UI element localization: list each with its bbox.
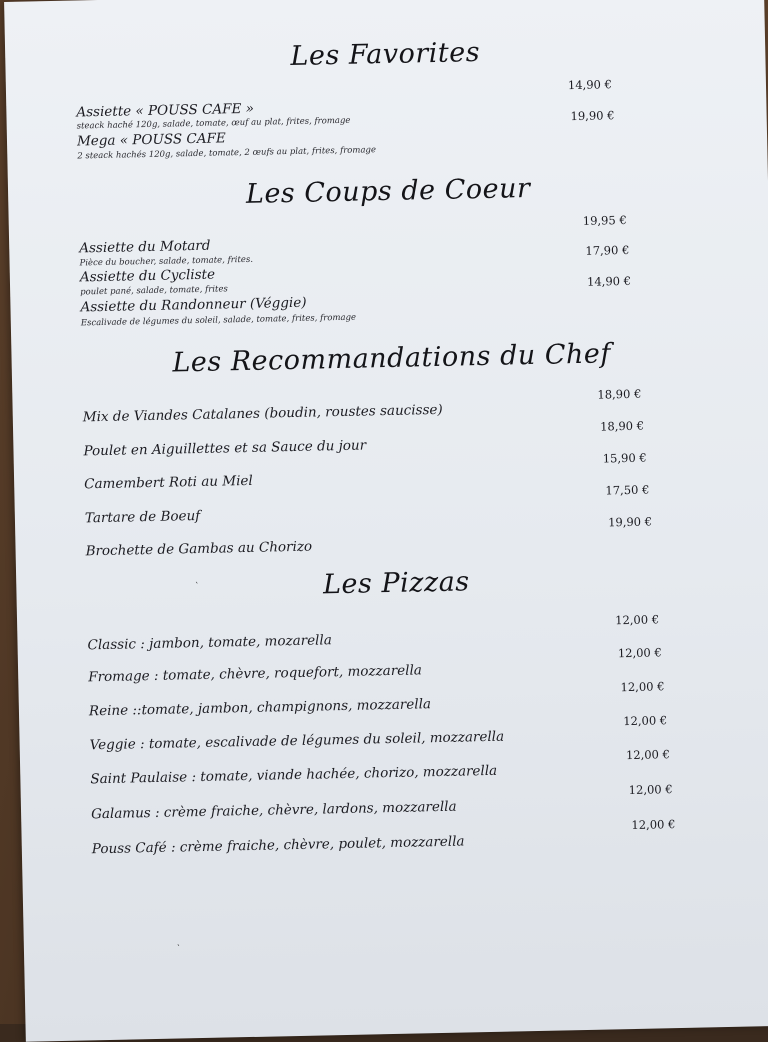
price-coups-2: 17,90 € (585, 242, 630, 258)
section-title-chef: Les Recommandations du Chef (172, 338, 612, 379)
pen-mark-2: ` (175, 944, 181, 955)
price-coups-1: 19,95 € (582, 212, 627, 228)
price-pizza-4: 12,00 € (623, 713, 668, 729)
item-pizza-5: Saint Paulaise : tomate, viande hachée, chorizo, mozzarella (90, 762, 498, 788)
pen-mark: ` (194, 582, 199, 593)
item-chef-1: Mix de Viandes Catalanes (boudin, roustes saucisse) (82, 401, 443, 426)
price-favorites-2: 19,90 € (570, 108, 615, 124)
price-pizza-3: 12,00 € (620, 679, 665, 695)
item-pizza-1: Classic : jambon, tomate, mozarella (87, 632, 332, 654)
item-coups-3: Assiette du Randonneur (Véggie) (80, 294, 307, 316)
desc-coups-1: Pièce du boucher, salade, tomate, frites. (79, 254, 254, 269)
item-chef-2: Poulet en Aiguillettes et sa Sauce du jour (83, 437, 367, 460)
item-coups-2: Assiette du Cycliste (79, 266, 216, 286)
price-chef-4: 17,50 € (605, 482, 650, 498)
section-title-favorites: Les Favorites (290, 37, 481, 72)
item-favorites-1: Assiette « POUSS CAFE » (76, 100, 255, 121)
price-pizza-5: 12,00 € (625, 747, 671, 763)
desc-favorites-2: 2 steack hachés 120g, salade, tomate, 2 œufs au plat, frites, fromage (77, 145, 377, 162)
price-pizza-2: 12,00 € (617, 645, 662, 661)
item-pizza-7: Pouss Café : crème fraiche, chèvre, poulet, mozzarella (91, 833, 465, 858)
item-pizza-2: Fromage : tomate, chèvre, roquefort, mozzarella (88, 662, 423, 686)
item-pizza-3: Reine ::tomate, jambon, champignons, mozzarella (88, 696, 432, 720)
desc-coups-2: poulet pané, salade, tomate, frites (80, 284, 228, 298)
section-title-coups-de-coeur: Les Coups de Coeur (245, 172, 531, 210)
desc-coups-3: Escalivade de légumes du soleil, salade, tomate, frites, fromage (80, 312, 357, 329)
price-chef-2: 18,90 € (599, 418, 645, 434)
price-chef-3: 15,90 € (602, 450, 647, 466)
price-pizza-6: 12,00 € (628, 782, 673, 798)
item-chef-5: Brochette de Gambas au Chorizo (85, 538, 313, 560)
price-chef-1: 18,90 € (597, 386, 642, 402)
item-coups-1: Assiette du Motard (79, 237, 211, 257)
section-title-pizzas: Les Pizzas (322, 566, 470, 601)
item-pizza-6: Galamus : crème fraiche, chèvre, lardons, mozzarella (90, 798, 457, 823)
price-chef-5: 19,90 € (607, 514, 653, 530)
price-pizza-1: 12,00 € (615, 612, 660, 628)
item-chef-4: Tartare de Boeuf (84, 507, 201, 527)
price-pizza-7: 12,00 € (631, 817, 676, 832)
price-favorites-1: 14,90 € (567, 77, 612, 93)
item-pizza-4: Veggie : tomate, escalivade de légumes du soleil, mozzarella (89, 728, 505, 754)
item-favorites-2: Mega « POUSS CAFE (76, 130, 226, 150)
desc-favorites-1: steack haché 120g, salade, tomate, œuf au plat, frites, fromage (76, 115, 351, 132)
menu-page (4, 0, 768, 1042)
item-chef-3: Camembert Roti au Miel (84, 472, 253, 493)
price-coups-3: 14,90 € (586, 273, 632, 289)
